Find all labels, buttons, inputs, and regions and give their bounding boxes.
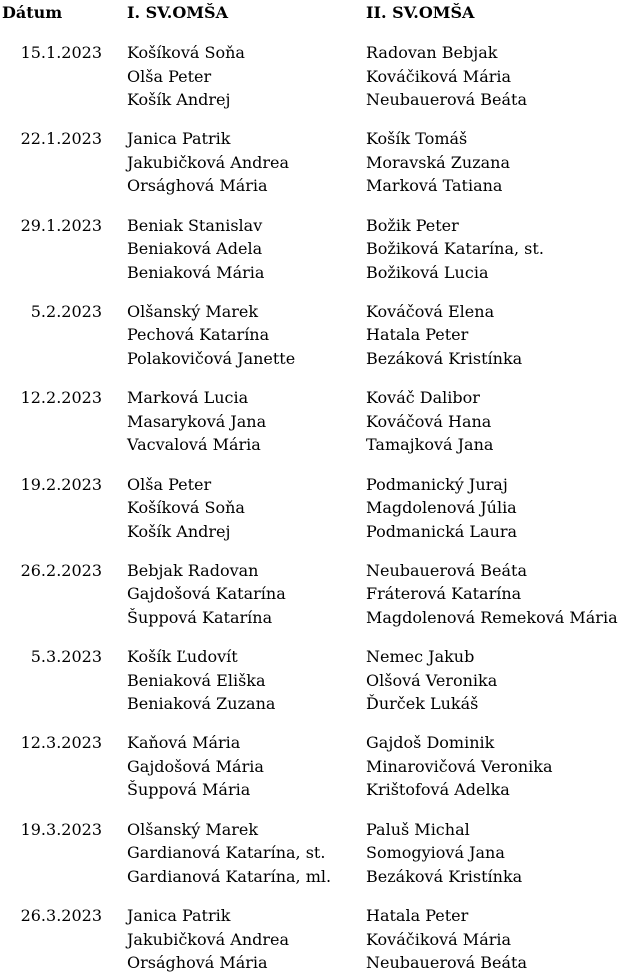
person-name: Bebjak Radovan — [127, 560, 259, 580]
schedule-row — [0, 731, 618, 803]
first-mass-list — [127, 473, 245, 544]
person-name: Magdolenová Júlia — [366, 498, 517, 517]
person-name: Gajdošová Mária — [127, 756, 264, 776]
person-name: Beniaková Mária — [127, 262, 265, 282]
person-name: Vacvalová Mária — [127, 435, 261, 455]
schedule-row — [0, 904, 618, 976]
person-name: Košík Ľudovít — [127, 647, 238, 667]
person-name: Gardianová Katarína, st. — [127, 843, 326, 863]
row-date: 5.3.2023 — [30, 647, 102, 667]
person-name: Magdolenová Remeková Mária — [366, 607, 618, 627]
person-name: Pechová Katarína — [127, 325, 270, 345]
person-name: Beniaková Eliška — [127, 670, 266, 690]
first-mass-list — [127, 386, 266, 457]
row-date: 15.1.2023 — [20, 43, 102, 62]
schedule-row — [0, 473, 618, 545]
person-name: Košíková Soňa — [127, 43, 245, 62]
header-second-mass: II. SV.OMŠA — [366, 3, 475, 22]
second-mass-list — [366, 386, 493, 457]
person-name: Bezáková Kristínka — [366, 348, 523, 368]
schedule-row — [0, 559, 618, 631]
first-mass-list — [127, 559, 286, 630]
person-name: Gajdošová Katarína — [127, 584, 286, 604]
row-date: 29.1.2023 — [20, 215, 102, 235]
row-date: 19.3.2023 — [20, 819, 102, 839]
row-date: 26.3.2023 — [20, 906, 102, 925]
schedule-row — [0, 41, 618, 113]
first-mass-list — [127, 41, 245, 112]
person-name: Božiková Katarína, st. — [366, 239, 544, 259]
schedule-row — [0, 127, 618, 199]
person-name: Neubauerová Beáta — [366, 953, 528, 972]
person-name: Šuppová Katarína — [127, 607, 273, 627]
person-name: Somogyiová Jana — [366, 843, 505, 863]
person-name: Minarovičová Veronika — [366, 756, 553, 776]
second-mass-list — [366, 818, 522, 889]
row-date: 12.3.2023 — [20, 733, 102, 753]
second-mass-list — [366, 214, 544, 285]
second-mass-list — [366, 645, 497, 716]
first-mass-list — [127, 731, 264, 802]
person-name: Polakovičová Janette — [127, 348, 296, 368]
person-name: Neubauerová Beáta — [366, 560, 528, 580]
person-name: Kováč Dalibor — [366, 388, 480, 408]
person-name: Masaryková Jana — [127, 411, 267, 431]
person-name: Fráterová Katarína — [366, 584, 522, 604]
person-name: Olša Peter — [127, 66, 212, 86]
person-name: Paluš Michal — [366, 819, 470, 839]
person-name: Kováčová Elena — [366, 301, 495, 321]
header-date: Dátum — [2, 3, 63, 22]
person-name: Hatala Peter — [366, 325, 469, 345]
person-name: Beniak Stanislav — [127, 215, 263, 235]
row-date: 22.1.2023 — [20, 129, 102, 149]
person-name: Orsághová Mária — [127, 953, 268, 972]
person-name: Orsághová Mária — [127, 176, 268, 196]
schedule-row — [0, 214, 618, 286]
second-mass-list — [366, 731, 553, 802]
header-first-mass: I. SV.OMŠA — [127, 3, 228, 22]
second-mass-list — [366, 904, 527, 975]
first-mass-list — [127, 645, 275, 716]
person-name: Šuppová Mária — [127, 780, 251, 800]
row-date: 19.2.2023 — [20, 474, 102, 494]
person-name: Moravská Zuzana — [366, 152, 511, 172]
schedule-row — [0, 300, 618, 372]
person-name: Olšanský Marek — [127, 301, 259, 321]
first-mass-list — [127, 214, 264, 285]
person-name: Košíková Soňa — [127, 498, 245, 517]
person-name: Beniaková Zuzana — [127, 694, 276, 714]
person-name: Košík Tomáš — [366, 129, 468, 149]
person-name: Jakubičková Andrea — [127, 152, 290, 172]
person-name: Jakubičková Andrea — [127, 929, 290, 949]
person-name: Olšová Veronika — [366, 670, 498, 690]
person-name: Janica Patrik — [127, 129, 231, 149]
person-name: Košík Andrej — [127, 521, 231, 541]
person-name: Gardianová Katarína, ml. — [127, 866, 332, 886]
person-name: Beniaková Adela — [127, 239, 263, 259]
schedule-row — [0, 386, 618, 458]
person-name: Košík Andrej — [127, 90, 231, 109]
second-mass-list — [366, 300, 522, 371]
person-name: Božiková Lucia — [366, 262, 489, 282]
second-mass-list — [366, 473, 517, 544]
schedule-row — [0, 818, 618, 890]
person-name: Bezáková Kristínka — [366, 866, 523, 886]
second-mass-list — [366, 559, 618, 630]
row-date: 5.2.2023 — [30, 301, 102, 321]
person-name: Krištofová Adelka — [366, 780, 510, 800]
second-mass-list — [366, 127, 510, 198]
person-name: Marková Lucia — [127, 388, 249, 408]
person-name: Kaňová Mária — [127, 733, 241, 753]
first-mass-list — [127, 818, 331, 889]
person-name: Neubauerová Beáta — [366, 90, 528, 109]
person-name: Ďurček Lukáš — [366, 694, 479, 714]
first-mass-list — [127, 300, 295, 371]
person-name: Hatala Peter — [366, 906, 469, 925]
person-name: Kováčiková Mária — [366, 929, 512, 949]
person-name: Radovan Bebjak — [366, 43, 498, 62]
row-date: 12.2.2023 — [20, 388, 102, 408]
row-date: 26.2.2023 — [20, 560, 102, 580]
schedule-row — [0, 645, 618, 717]
person-name: Podmanický Juraj — [366, 474, 508, 494]
person-name: Tamajková Jana — [366, 435, 494, 455]
person-name: Marková Tatiana — [366, 176, 503, 196]
person-name: Nemec Jakub — [366, 647, 475, 667]
person-name: Kováčová Hana — [366, 411, 492, 431]
second-mass-list — [366, 41, 527, 112]
person-name: Janica Patrik — [127, 906, 231, 925]
first-mass-list — [127, 127, 289, 198]
person-name: Kováčiková Mária — [366, 66, 512, 86]
person-name: Božik Peter — [366, 215, 459, 235]
person-name: Olša Peter — [127, 474, 212, 494]
person-name: Podmanická Laura — [366, 521, 518, 541]
person-name: Olšanský Marek — [127, 819, 259, 839]
person-name: Gajdoš Dominik — [366, 733, 495, 753]
first-mass-list — [127, 904, 289, 975]
